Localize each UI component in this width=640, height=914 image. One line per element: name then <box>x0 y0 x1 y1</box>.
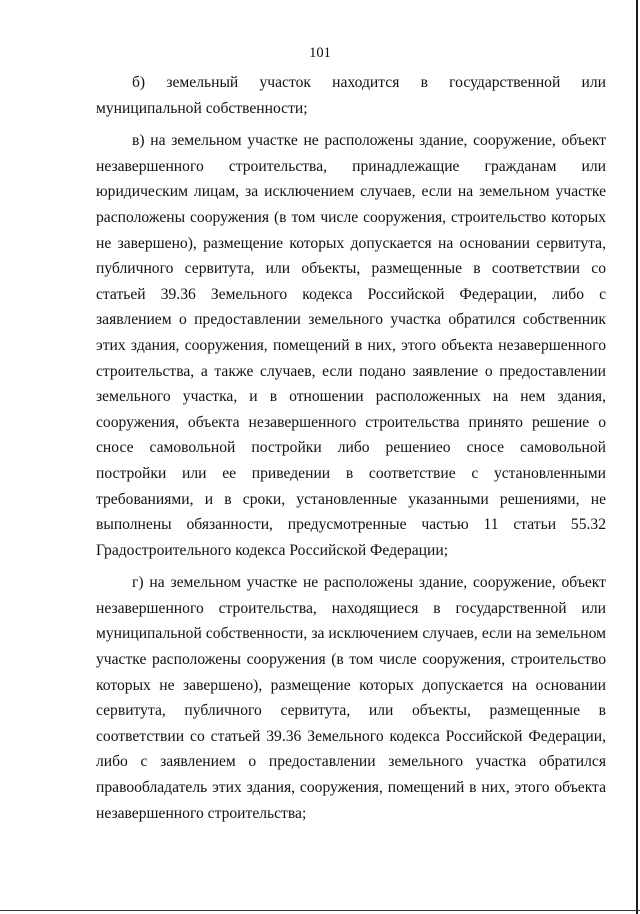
paragraph-b: б) земельный участок находится в государственной или муниципальной собственности; <box>96 74 606 117</box>
paragraph-g: г) на земельном участке не расположены здание, сооружение, объект незавершенного строительства, находящиеся в государственной или муниципальной собственности, за исключением случаев, если на земельном участке расположены сооружения (в том числе сооружения, строительство которых не завершено), размещение которых допускается на основании сервитута, публичного сервитута, или объекты, размещенные в соответствии со статьей 39.36 Земельного кодекса Российской Федерации, либо с заявлением о предоставлении земельного участка обратился правообладатель этих здания, сооружения, помещений в них, этого объекта незавершенного строительства; <box>96 574 606 822</box>
page-edge-right <box>636 0 638 914</box>
page-edge-bottom <box>0 910 640 911</box>
document-body <box>96 70 606 826</box>
paragraph-v: в) на земельном участке не расположены здание, сооружение, объект незавершенного строительства, принадлежащие гражданам или юридическим лицам, за исключением случаев, если на земельном участке расположены сооружения (в том числе сооружения, строительство которых не завершено), размещение которых допускается на основании сервитута, публичного сервитута, или объекты, размещенные в соответствии со статьей 39.36 Земельного кодекса Российской Федерации, либо с заявлением о предоставлении земельного участка обратился собственник этих здания, сооружения, помещений в них, этого объекта незавершенного строительства, а также случаев, если подано заявление о предоставлении земельного участка, и в отношении расположенных на нем здания, сооружения, объекта незавершенного строительства принято решение о сносе самовольной постройки либо решениео сносе самовольной постройки или ее приведении в соответствие с установленными требованиями, и в сроки, установленные указанными решениями, не выполнены обязанности, предусмотренные частью 11 статьи 55.32 Градостроительного кодекса Российской Федерации; <box>96 132 606 559</box>
page-number: 101 <box>309 45 331 61</box>
